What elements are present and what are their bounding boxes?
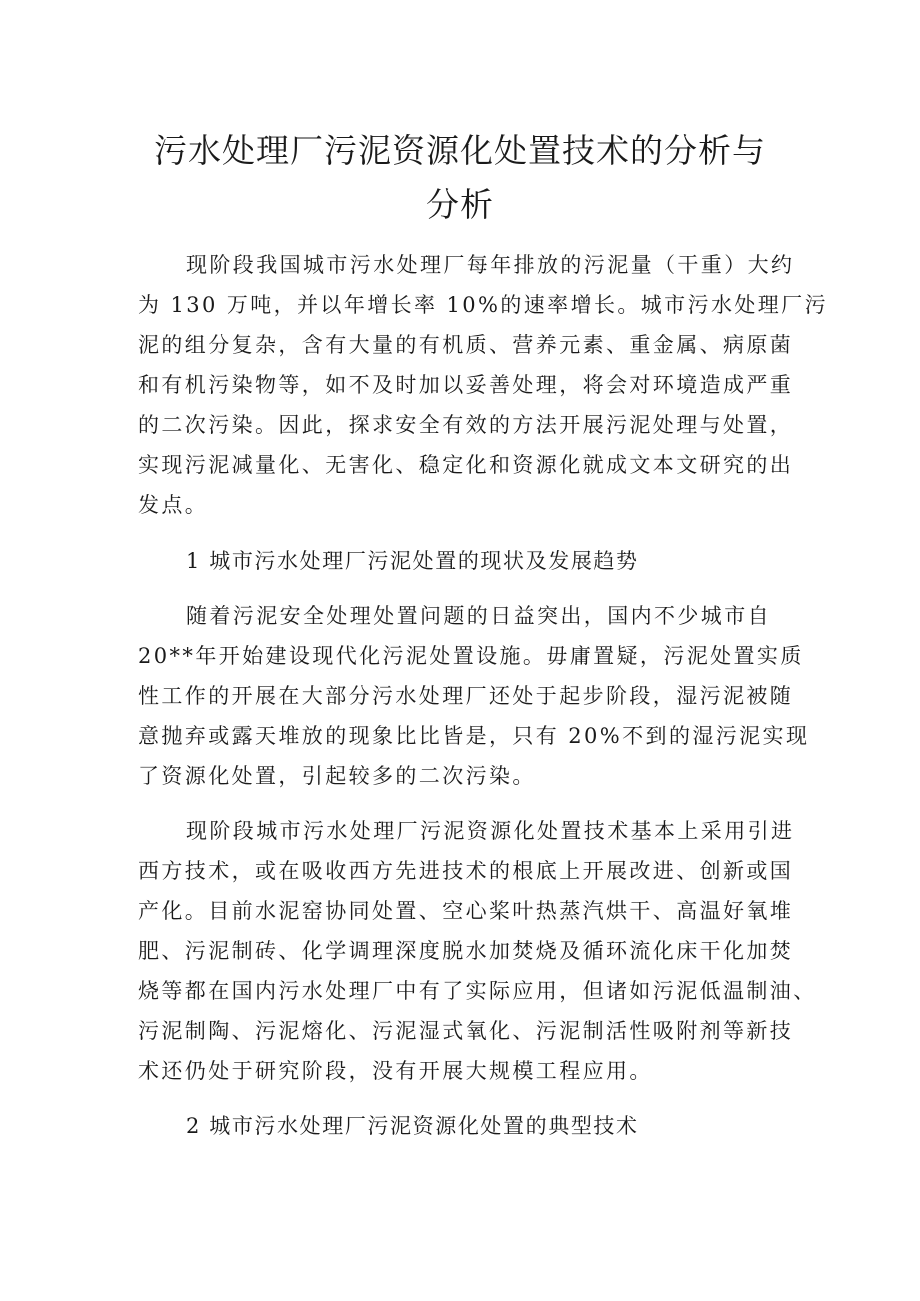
paragraph-2-line-4: 意抛弃或露天堆放的现象比比皆是，只有 20%不到的湿污泥实现 bbox=[138, 724, 810, 748]
paragraph-1-line-5: 的二次污染。因此，探求安全有效的方法开展污泥处理与处置， bbox=[138, 413, 794, 437]
document-title-line-1: 污水处理厂污泥资源化处置技术的分析与 bbox=[154, 131, 766, 170]
paragraph-3-line-1: 现阶段城市污水处理厂污泥资源化处置技术基本上采用引进 bbox=[186, 819, 795, 843]
paragraph-1-line-4: 和有机污染物等，如不及时加以妥善处理，将会对环境造成严重 bbox=[138, 373, 794, 397]
paragraph-2-line-2: 20**年开始建设现代化污泥处置设施。毋庸置疑，污泥处置实质 bbox=[138, 644, 804, 668]
paragraph-3-line-7: 术还仍处于研究阶段，没有开展大规模工程应用。 bbox=[138, 1059, 653, 1083]
paragraph-3-line-4: 肥、污泥制砖、化学调理深度脱水加焚烧及循环流化床干化加焚 bbox=[138, 939, 794, 963]
paragraph-2-line-5: 了资源化处置，引起较多的二次污染。 bbox=[138, 764, 536, 788]
section-heading-2: 2 城市污水处理厂污泥资源化处置的典型技术 bbox=[186, 1114, 639, 1138]
paragraph-3-line-6: 污泥制陶、污泥熔化、污泥湿式氧化、污泥制活性吸附剂等新技 bbox=[138, 1019, 794, 1043]
paragraph-3-line-5: 烧等都在国内污水处理厂中有了实际应用，但诸如污泥低温制油、 bbox=[138, 979, 817, 1003]
paragraph-1-line-3: 泥的组分复杂，含有大量的有机质、营养元素、重金属、病原菌 bbox=[138, 333, 794, 357]
paragraph-1-line-6: 实现污泥减量化、无害化、稳定化和资源化就成文本文研究的出 bbox=[138, 453, 794, 477]
paragraph-1-line-2: 为 130 万吨，并以年增长率 10%的速率增长。城市污水处理厂污 bbox=[138, 293, 828, 317]
paragraph-2-line-1: 随着污泥安全处理处置问题的日益突出，国内不少城市自 bbox=[186, 604, 771, 628]
paragraph-2-line-3: 性工作的开展在大部分污水处理厂还处于起步阶段，湿污泥被随 bbox=[138, 684, 794, 708]
document-title-line-2: 分析 bbox=[426, 185, 494, 224]
section-heading-1: 1 城市污水处理厂污泥处置的现状及发展趋势 bbox=[186, 549, 639, 573]
paragraph-3-line-3: 产化。目前水泥窑协同处置、空心桨叶热蒸汽烘干、高温好氧堆 bbox=[138, 899, 794, 923]
paragraph-3-line-2: 西方技术，或在吸收西方先进技术的根底上开展改进、创新或国 bbox=[138, 859, 794, 883]
paragraph-1-line-7: 发点。 bbox=[138, 493, 209, 517]
paragraph-1-line-1: 现阶段我国城市污水处理厂每年排放的污泥量（干重）大约 bbox=[186, 253, 795, 277]
